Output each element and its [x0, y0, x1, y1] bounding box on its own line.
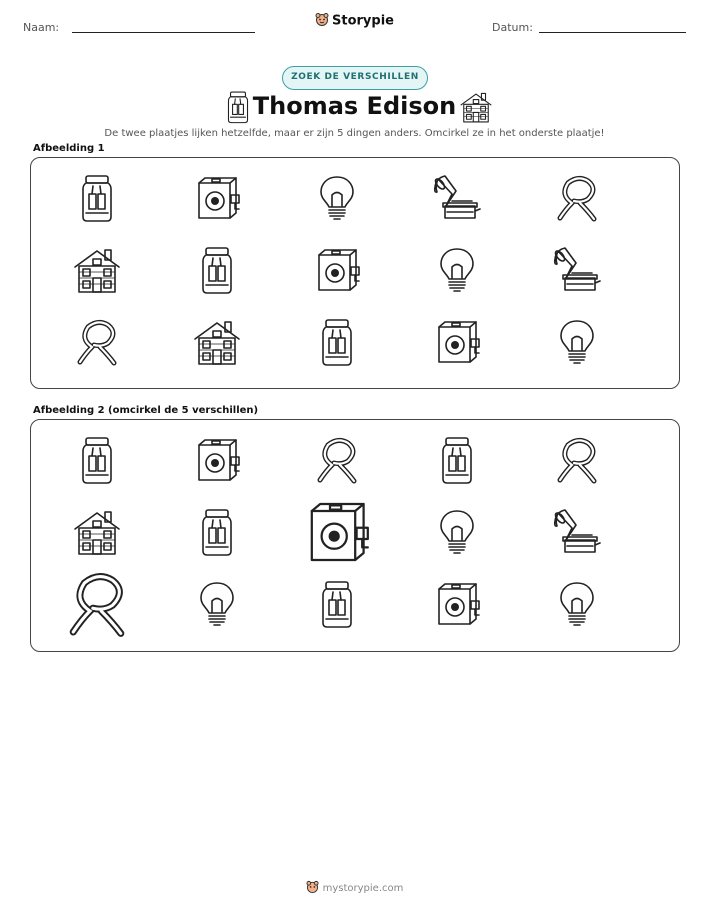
loop-icon[interactable]	[312, 435, 362, 485]
jar-icon[interactable]	[72, 173, 122, 223]
jar-icon[interactable]	[312, 317, 362, 367]
date-label: Datum:	[492, 21, 533, 34]
name-line[interactable]	[72, 32, 255, 33]
storypie-mascot-icon	[306, 880, 319, 896]
footer-url: mystorypie.com	[322, 883, 404, 894]
picture-1-label: Afbeelding 1	[33, 143, 105, 154]
box-icon[interactable]	[432, 579, 482, 629]
loop-icon[interactable]	[72, 317, 122, 367]
house-icon[interactable]	[192, 317, 242, 367]
bulb-icon[interactable]	[552, 579, 602, 629]
jar-icon[interactable]	[72, 435, 122, 485]
bulb-icon[interactable]	[192, 579, 242, 629]
box-icon[interactable]	[192, 435, 242, 485]
activity-badge: ZOEK DE VERSCHILLEN	[282, 66, 428, 90]
jar-icon[interactable]	[312, 579, 362, 629]
brand-name: Storypie	[332, 13, 394, 29]
jar-icon[interactable]	[192, 507, 242, 557]
house-icon	[459, 90, 493, 124]
date-line[interactable]	[539, 32, 686, 33]
page-title: Thomas Edison	[252, 92, 457, 120]
jar-icon[interactable]	[432, 435, 482, 485]
name-label: Naam:	[23, 21, 60, 34]
loop-icon[interactable]	[552, 173, 602, 223]
bulb-icon[interactable]	[312, 173, 362, 223]
house-icon[interactable]	[72, 245, 122, 295]
bulb-icon[interactable]	[432, 245, 482, 295]
box-icon[interactable]	[302, 497, 372, 567]
phonograph-icon[interactable]	[432, 173, 482, 223]
loop-icon[interactable]	[62, 569, 132, 639]
box-icon[interactable]	[192, 173, 242, 223]
footer	[0, 880, 709, 896]
instructions: De twee plaatjes lijken hetzelfde, maar er zijn 5 dingen anders. Omcirkel ze in het onderste plaatje!	[104, 128, 605, 139]
bulb-icon[interactable]	[552, 317, 602, 367]
phonograph-icon[interactable]	[552, 507, 602, 557]
picture-1-panel	[30, 157, 680, 389]
picture-2-panel	[30, 419, 680, 652]
house-icon[interactable]	[72, 507, 122, 557]
phonograph-icon[interactable]	[552, 245, 602, 295]
loop-icon[interactable]	[552, 435, 602, 485]
box-icon[interactable]	[312, 245, 362, 295]
picture-2-label: Afbeelding 2 (omcirkel de 5 verschillen)	[33, 405, 259, 416]
jar-icon[interactable]	[192, 245, 242, 295]
storypie-mascot-icon	[315, 12, 329, 30]
bulb-icon[interactable]	[432, 507, 482, 557]
box-icon[interactable]	[432, 317, 482, 367]
brand-logo	[0, 12, 709, 30]
